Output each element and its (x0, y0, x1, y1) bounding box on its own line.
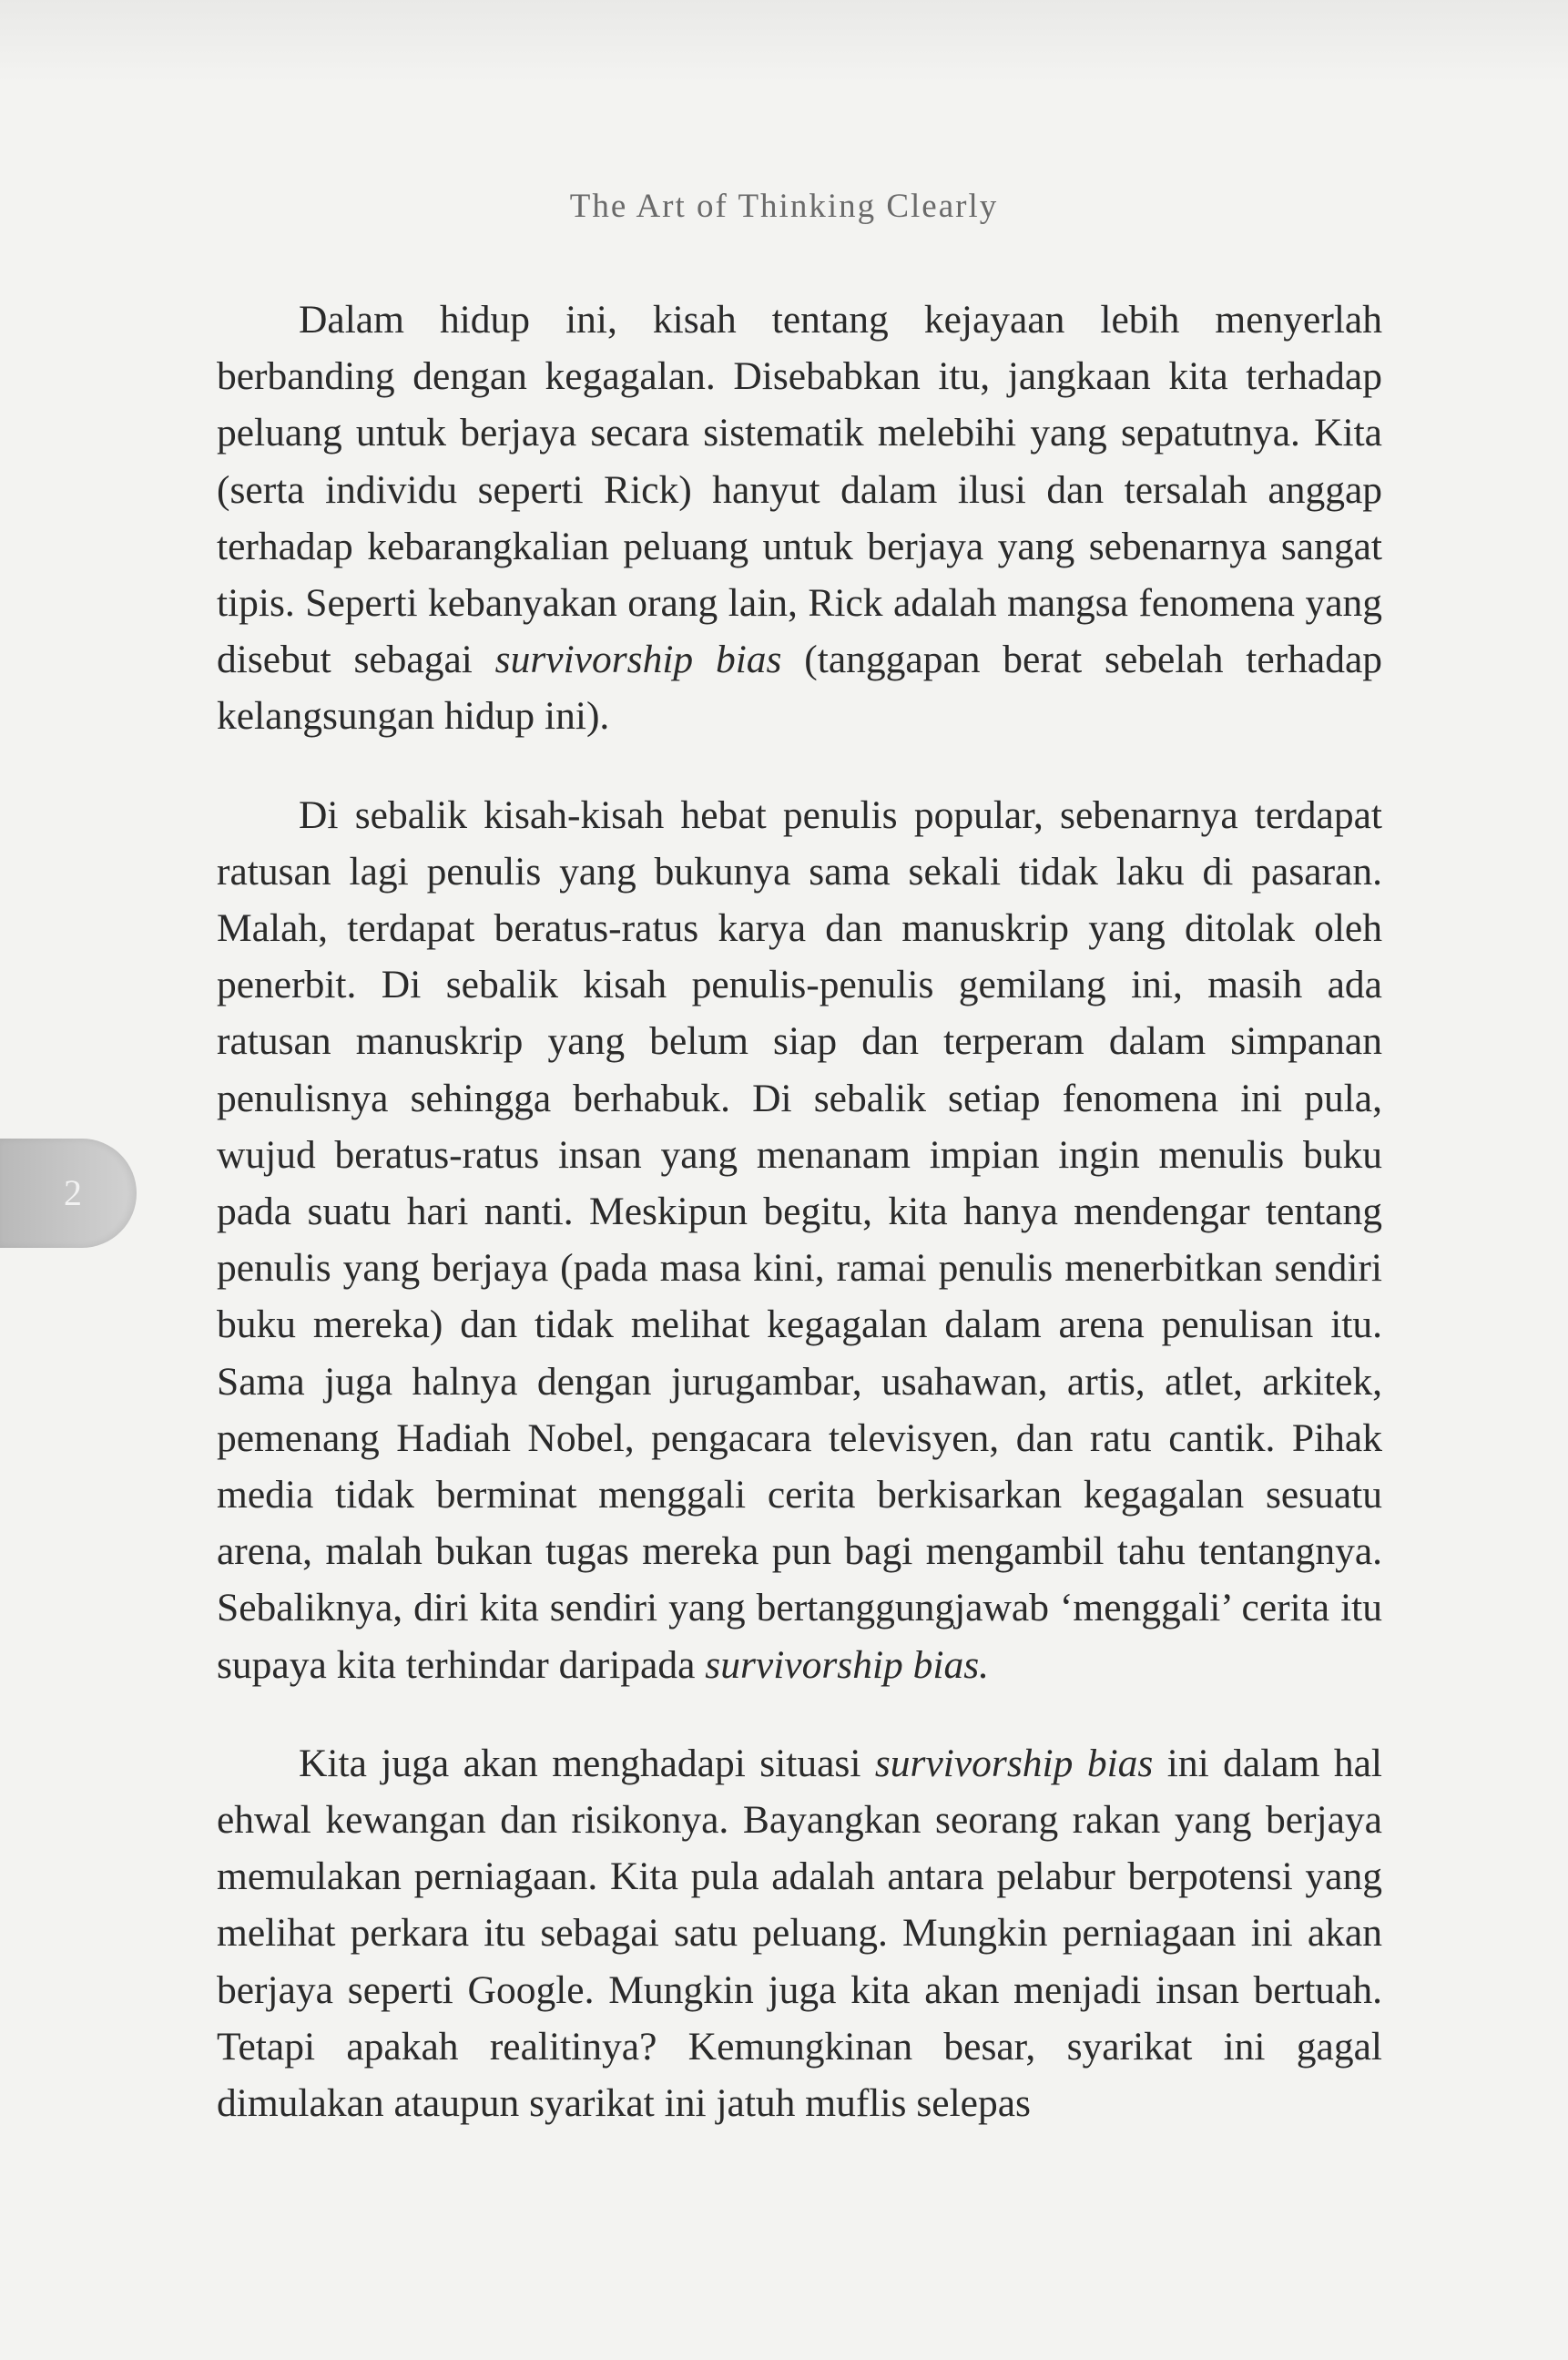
paragraph-3-text-a: Kita juga akan menghadapi situasi (299, 1741, 875, 1785)
page-top-shading (0, 0, 1568, 82)
paragraph-2-italic-term: survivorship bias. (705, 1642, 990, 1687)
paragraph-1-text-b: (tanggapan berat sebelah terhadap kelangsungan hidup ini). (217, 638, 1382, 739)
paragraph-3-text-b: ini dalam hal ehwal kewangan dan risikonya. Bayangkan seorang rakan yang berjaya memulakan perniagaan. Kita pula adalah antara pelabur berpotensi yang melihat perkara itu sebagai satu peluang. Mungkin perniagaan ini akan berjaya seperti Google. Mungkin juga kita akan menjadi insan bertuah. Tetapi apakah realitinya? Kemungkinan besar, syarikat ini gagal dimulakan ataupun syarikat ini jatuh muflis selepas (217, 1741, 1383, 2126)
paragraph-1 (217, 291, 1382, 745)
paragraph-1-text-a: Dalam hidup ini, kisah tentang kejayaan lebih menyerlah berbanding dengan kegagalan. Disebabkan itu, jangkaan kita terhadap peluang untuk berjaya secara sistematik melebihi yang sepatutnya. Kita (serta individu seperti Rick) hanyut dalam ilusi dan tersalah anggap terhadap kebarangkalian peluang untuk berjaya yang sebenarnya sangat tipis. Seperti kebanyakan orang lain, Rick adalah mangsa fenomena yang disebut sebagai (217, 298, 1382, 682)
paragraph-3 (217, 1735, 1382, 2131)
paragraph-2-text-a: Di sebalik kisah-kisah hebat penulis popular, sebenarnya terdapat ratusan lagi penulis yang bukunya sama sekali tidak laku di pasaran. Malah, terdapat beratus-ratus karya dan manuskrip yang ditolak oleh penerbit. Di sebalik kisah penulis-penulis gemilang ini, masih ada ratusan manuskrip yang belum siap dan terperam dalam simpanan penulisnya sehingga berhabuk. Di sebalik setiap fenomena ini pula, wujud beratus-ratus insan yang menanam impian ingin menulis buku pada suatu hari nanti. Meskipun begitu, kita hanya mendengar tentang penulis yang berjaya (pada masa kini, ramai penulis menerbitkan sendiri buku mereka) dan tidak melihat kegagalan dalam arena penulisan itu. Sama juga halnya dengan jurugambar, usahawan, artis, atlet, arkitek, pemenang Hadiah Nobel, pengacara televisyen, dan ratu cantik. Pihak media tidak berminat menggali cerita berkisarkan kegagalan sesuatu arena, malah bukan tugas mereka pun bagi mengambil tahu tentangnya. Sebaliknya, diri kita sendiri yang bertanggungjawab ‘menggali’ cerita itu supaya kita terhindar daripada (217, 792, 1382, 1687)
body-text (217, 291, 1382, 2173)
paragraph-3-italic-term: survivorship bias (874, 1741, 1154, 1785)
paragraph-2 (217, 787, 1382, 1693)
page-number: 2 (64, 1172, 82, 1213)
running-header: The Art of Thinking Clearly (569, 188, 999, 225)
paragraph-1-italic-term: survivorship bias (494, 638, 782, 682)
